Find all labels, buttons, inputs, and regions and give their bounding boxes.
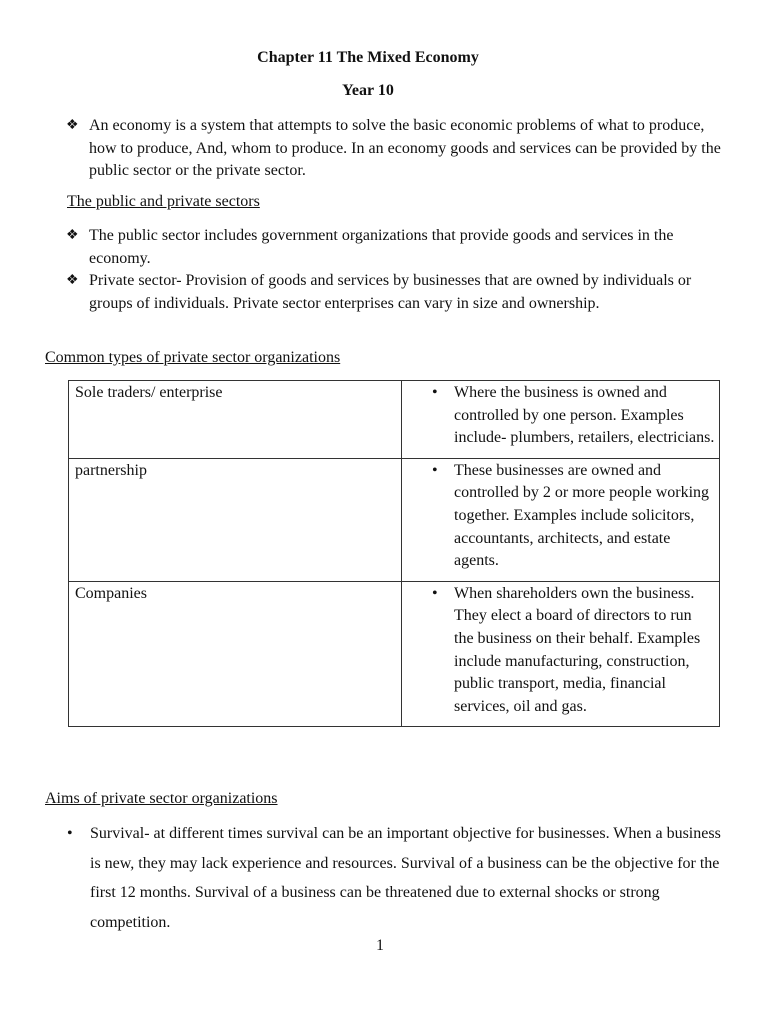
org-desc-cell <box>402 381 720 459</box>
table-row <box>69 581 720 727</box>
document-subtitle: Year 10 <box>342 82 394 99</box>
diamond-bullet-icon: ❖ <box>66 228 79 243</box>
diamond-bullet-icon: ❖ <box>66 118 79 133</box>
org-type-cell: Companies <box>69 581 402 727</box>
intro-list <box>66 115 726 183</box>
list-item <box>66 270 726 315</box>
diamond-bullet-icon: ❖ <box>66 273 79 288</box>
list-item <box>67 819 722 937</box>
list-item-text: Survival- at different times survival can be an important objective for businesses. When a business is new, they may lack experience and resources. Survival of a business can be the objective for the first 12 months. Survival of a business can be threatened due to external shocks or strong competition. <box>90 825 721 931</box>
org-desc-cell <box>402 458 720 581</box>
dot-bullet-icon: • <box>432 584 438 602</box>
list-item-text: An economy is a system that attempts to solve the basic economic problems of what to produce, how to produce, And, whom to produce. In an economy goods and services can be provided by the public sector or the private sector. <box>89 117 721 179</box>
list-item <box>66 225 726 270</box>
dot-bullet-icon: • <box>432 461 438 479</box>
aims-list <box>67 819 722 937</box>
sectors-list <box>66 225 726 315</box>
org-desc-cell <box>402 581 720 727</box>
org-desc-text: These businesses are owned and controlled by 2 or more people working together. Examples include solicitors, accountants, architects, and estate agents. <box>454 461 710 570</box>
org-type-cell: Sole traders/ enterprise <box>69 381 402 459</box>
list-item-text: The public sector includes government organizations that provide goods and services in the economy. <box>89 227 674 267</box>
dot-bullet-icon: • <box>67 825 73 842</box>
org-type-cell: partnership <box>69 458 402 581</box>
list-item <box>66 115 726 183</box>
section-heading-aims: Aims of private sector organizations <box>45 790 278 807</box>
org-types-table <box>68 380 720 727</box>
section-heading-public-private: The public and private sectors <box>67 193 260 210</box>
org-desc-text: When shareholders own the business. They elect a board of directors to run the business on their behalf. Examples include manufacturing, construction, public transport, media, financial services, oil and gas. <box>454 584 701 715</box>
section-heading-org-types: Common types of private sector organizations <box>45 349 341 366</box>
table-row <box>69 381 720 459</box>
org-desc-text: Where the business is owned and controlled by one person. Examples include- plumbers, retailers, electricians. <box>454 384 715 447</box>
table-row <box>69 458 720 581</box>
document-title: Chapter 11 The Mixed Economy <box>257 49 479 66</box>
dot-bullet-icon: • <box>432 384 438 401</box>
list-item-text: Private sector- Provision of goods and services by businesses that are owned by individuals or groups of individuals. Private sector enterprises can vary in size and ownership. <box>89 272 692 312</box>
page-number: 1 <box>376 937 384 954</box>
